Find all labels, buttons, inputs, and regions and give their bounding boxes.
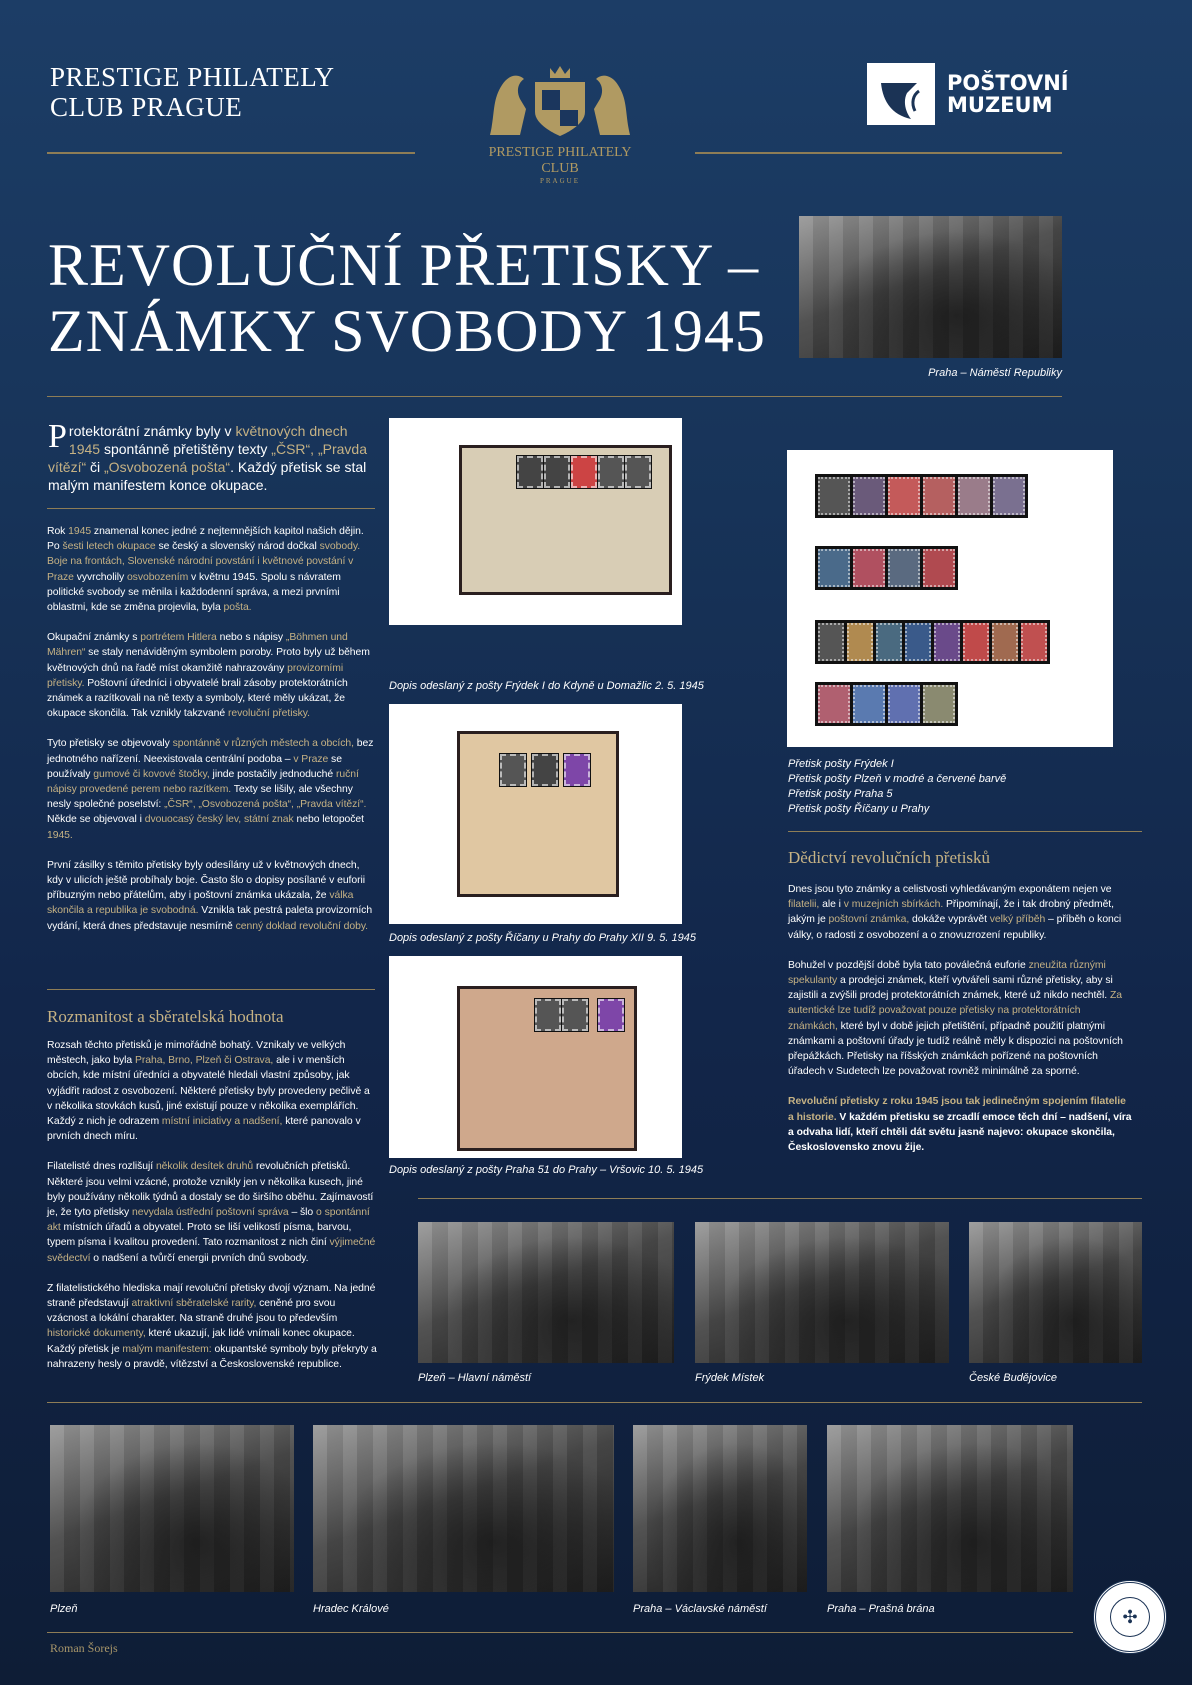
- paragraph: [47, 630, 377, 721]
- section-heading: Dědictví revolučních přetisků: [788, 848, 991, 867]
- photo-plzen: [418, 1222, 674, 1363]
- text: Dnes jsou tyto známky a celistvosti vyhledávaným exponátem nejen ve: [788, 884, 1112, 895]
- highlighted-text: osvobozením: [126, 571, 189, 583]
- stamps-captions: Přetisk pošty Frýdek I Přetisk pošty Plzeň v modré a červené barvě Přetisk pošty Praha 5 Přetisk pošty Říčany u Prahy: [788, 758, 1007, 815]
- highlighted-text: v Praze: [293, 753, 329, 765]
- stamps-board-image: [787, 450, 1113, 747]
- highlighted-text: svobody. Boje na frontách, Slovenské národní povstání i květnové povstání v Praze: [47, 541, 361, 583]
- author: Roman Šorejs: [50, 1641, 118, 1655]
- text: rotektorátní známky byly v: [68, 423, 236, 439]
- text: V každém přetisku se zrcadlí emoce těch dní – nadšení, víra a odvaha lidí, kteří chtěli dát světu jasně najevo: okupace skončila, Československo znovu žije.: [788, 1111, 1132, 1154]
- photo-vaclavske: [633, 1425, 807, 1592]
- highlighted-text: zneužita různými spekulanty: [788, 959, 1106, 987]
- highlighted-text: historické dokumenty,: [47, 1328, 146, 1340]
- highlighted-text: revoluční přetisky.: [227, 708, 310, 720]
- photo-caption: Hradec Králové: [313, 1603, 389, 1615]
- highlighted-text: o spontánní akt: [47, 1207, 370, 1234]
- paragraph: [48, 423, 367, 493]
- paragraph: [47, 858, 377, 934]
- text: nebo s nápisy: [216, 632, 286, 644]
- postal-museum-logo: POŠTOVNÍ MUZEUM: [867, 63, 1069, 125]
- text: Tyto přetisky se objevovaly: [47, 738, 173, 750]
- highlighted-text: Za autentické lze tudíž považovat pouze přetisky na protektorátních známkách,: [788, 990, 1123, 1032]
- highlighted-text: velký příběh: [989, 914, 1046, 926]
- left-body-1: [47, 524, 377, 949]
- divider: [47, 1402, 1142, 1403]
- envelope-caption: Dopis odeslaný z pošty Říčany u Prahy do Prahy XII 9. 5. 1945: [389, 932, 696, 944]
- photo-caption: Praha – Václavské náměstí: [633, 1603, 767, 1615]
- highlighted-text: filatelii,: [788, 899, 820, 911]
- right-body: [788, 882, 1133, 1170]
- paragraph: [47, 1281, 377, 1372]
- text: se český a slovenský národ dočkal: [155, 541, 320, 553]
- text: Okupační známky s: [47, 632, 141, 644]
- divider: [47, 396, 1062, 397]
- envelope-image-2: [389, 704, 682, 924]
- text: spontánně přetištěny texty: [100, 441, 272, 457]
- divider: [788, 831, 1142, 832]
- text: okupantské symboly byly překryty a nahrazeny hesly o pravdě, vítězství a Československé republice.: [47, 1343, 377, 1370]
- crest-icon: [480, 60, 640, 140]
- photo-caption: Praha – Prašná brána: [827, 1603, 935, 1615]
- highlighted-text: poštovní známka,: [828, 914, 910, 926]
- photo-caption: Plzeň: [50, 1603, 78, 1615]
- divider: [47, 508, 375, 509]
- text: Rok: [47, 526, 69, 537]
- text: které panovalo v prvních dnech míru.: [47, 1116, 361, 1143]
- paragraph: [47, 1038, 377, 1144]
- envelope-image-1: [389, 418, 682, 625]
- text: nebo letopočet: [293, 814, 364, 826]
- divider: [695, 152, 1062, 154]
- text: Z filatelistického hlediska mají revoluční přetisky dvojí význam. Na jedné straně představují: [47, 1282, 376, 1310]
- text: které ukazují, jak lidé vnímali konec okupace. Každý přetisk je: [47, 1328, 355, 1355]
- highlighted-text: Revoluční přetisky z roku 1945 jsou tak jedinečným spojením filatelie a historie.: [788, 1096, 1126, 1123]
- paragraph: [788, 958, 1133, 1080]
- text: a prodejci známek, kteří vytvářeli sami různé přetisky, aby si zajistili a zvýšili prodej protektorátních známek, které už nikdo nechtěl.: [788, 975, 1113, 1002]
- highlighted-text: pošta.: [223, 602, 252, 614]
- text: bez jednotného nařízení. Neexistovala centrální podoba –: [47, 738, 374, 765]
- highlighted-text: v muzejních sbírkách.: [843, 899, 944, 911]
- photo-budejovice: [969, 1222, 1142, 1363]
- highlighted-text: spontánně v různých městech a obcích,: [172, 738, 354, 750]
- text: se používaly: [47, 753, 342, 780]
- photo-plzen-2: [50, 1425, 294, 1592]
- museum-logo-icon: [867, 63, 935, 125]
- text: místních úřadů a obyvatel. Proto se liší velikostí písma, barvou, typem písma i kvalitou provedení. Tato rozmanitost z nich činí: [47, 1222, 352, 1249]
- highlighted-text: dvouocasý český lev, státní znak: [144, 814, 294, 826]
- club-seal-icon: ✣: [1093, 1580, 1167, 1654]
- club-name: PRESTIGE PHILATELY CLUB PRAGUE: [50, 62, 335, 122]
- highlighted-text: portrétem Hitlera: [140, 632, 217, 644]
- text: v květnu 1945. Spolu s návratem politické svobody se měnila i každodenní správa, a mezi prvními oblastmi, kde se změna projevila, byla: [47, 571, 341, 614]
- highlighted-text: cenný doklad revoluční doby.: [235, 920, 369, 932]
- text: – šlo: [288, 1207, 316, 1219]
- highlighted-text: „Böhmen und Mähren“: [47, 632, 348, 659]
- club-crest-logo: PRESTIGE PHILATELY CLUB PRAGUE: [470, 60, 650, 170]
- photo-caption: Plzeň – Hlavní náměstí: [418, 1372, 532, 1384]
- text: revolučních přetisků. Některé jsou velmi vzácné, protože vznikly jen v několika kusech, jiné byly používány několik týdnů a dostaly se do širšího oběhu. Zajímavostí je, že tyto přetisky: [47, 1161, 374, 1219]
- photo-caption: České Budějovice: [969, 1372, 1058, 1384]
- highlighted-text: válka skončila a republika je svobodná.: [47, 890, 354, 917]
- paragraph: [788, 1094, 1133, 1155]
- text: ale i v menších obcích, kde místní úředníci a obyvatelé hledali vlastní způsoby, jak vyjádřit radost z osvobození. Některé přetisky byly provedeny pečlivě a v několika stovkách kusů, jiné existují pouze v několika exemplářích. Každý z nich je odrazem: [47, 1055, 370, 1128]
- text: jinde postačily jednoduché: [209, 768, 336, 780]
- text: ale i: [819, 899, 844, 911]
- paragraph: [47, 1159, 377, 1265]
- text: či: [86, 459, 105, 475]
- text: se staly nenáviděným symbolem poroby. Proto byly už během květnových dnů na řadě míst okamžitě nahrazovány: [47, 647, 370, 674]
- text: Připomínají, že i tak drobný předmět, jakým je: [788, 899, 1114, 926]
- highlighted-text: atraktivní sběratelské rarity,: [131, 1298, 257, 1310]
- highlighted-text: výjimečné svědectví: [47, 1237, 376, 1264]
- divider: [47, 152, 415, 154]
- envelope-caption: Dopis odeslaný z pošty Praha 51 do Prahy – Vršovic 10. 5. 1945: [389, 1164, 704, 1176]
- text: . Každý přetisk se stal malým manifestem konce okupace.: [48, 459, 367, 493]
- divider: [418, 1198, 1142, 1199]
- highlighted-text: „ČSR“, „Pravda vítězí“: [48, 441, 367, 475]
- highlighted-text: několik desítek druhů: [155, 1161, 254, 1173]
- highlighted-text: 1945: [68, 526, 92, 537]
- highlighted-text: Praha, Brno, Plzeň či Ostrava,: [135, 1055, 274, 1067]
- photo-hradec: [313, 1425, 614, 1592]
- text: Texty se lišily, ale všechny nesly společné poselství:: [47, 784, 353, 811]
- highlighted-text: malým manifestem:: [122, 1343, 212, 1355]
- paragraph: [47, 736, 377, 842]
- intro-text: Protektorátní známky byly v květnových dnech 1945 spontánně přetištěny texty „ČSR“, „Pravda vítězí“ či „Osvobozená pošta“. Každý přetisk se stal malým manifestem konce okupace.: [48, 418, 367, 493]
- paragraph: [788, 882, 1133, 943]
- text: dokáže vyprávět: [909, 914, 990, 926]
- text: První zásilky s těmito přetisky byly odesílány už v květnových dnech, kdy v ulicích ještě probíhaly boje. Často šlo o dopisy posílané v euforii příbuzným nebo přátelům, aby i poštovní známka ukázala, že: [47, 859, 366, 902]
- hero-photo: [799, 216, 1062, 358]
- text: vyvrcholily: [73, 571, 127, 583]
- text: které byl v době jejich přetištění, případně použití platnými známkami a poštovní úřady je tudíž reálně měly k dispozici na poštovních přepážkách. Přetisky na říšských známkách pořízené na poštovních úřadech v Sudetech lze považovat rovněž minimálně za sporné.: [788, 1020, 1123, 1078]
- divider: [47, 1632, 1073, 1633]
- text: Vznikla tak pestrá paleta provizorních vydání, která dnes představuje nesmírně: [47, 905, 373, 932]
- envelope-caption: Dopis odeslaný z pošty Frýdek I do Kdyně u Domažlic 2. 5. 1945: [389, 680, 704, 692]
- text: Poštovní úředníci i obyvatelé brali zásoby protektorátních známek a razítkovali na ně texty a symboly, které měly ukázat, že okupace skončila. Tak vznikly takzvané: [47, 677, 348, 720]
- hero-caption: Praha – Náměstí Republiky: [928, 367, 1062, 379]
- text: Někde se objevoval i: [47, 814, 145, 826]
- section-heading: Rozmanitost a sběratelská hodnota: [47, 1007, 284, 1026]
- text: o nadšení a tvůrčí energii prvních dnů svobody.: [90, 1252, 309, 1264]
- left-body-2: [47, 1038, 377, 1387]
- text: Rozsah těchto přetisků je mimořádně bohatý. Vznikaly ve velkých městech, jako byla: [47, 1040, 346, 1067]
- highlighted-text: „ČSR“, „Osvobozená pošta“, „Pravda vítězí“.: [164, 799, 367, 811]
- highlighted-text: šesti letech okupace: [62, 541, 156, 553]
- text: ceněné pro svou vzácnost a lokální charakter. Na straně druhé jsou to především: [47, 1298, 338, 1325]
- photo-frydek: [695, 1222, 949, 1363]
- text: Filatelisté dnes rozlišují: [47, 1161, 156, 1173]
- highlighted-text: provizorními přetisky.: [47, 662, 344, 689]
- highlighted-text: 1945.: [47, 829, 73, 841]
- paragraph: [47, 524, 377, 615]
- text: – příběh o konci války, o radosti z osvobození a o znovuzrození republiky.: [788, 914, 1122, 941]
- highlighted-text: nevydala ústřední poštovní správa: [132, 1207, 289, 1219]
- divider: [47, 989, 375, 990]
- highlighted-text: gumové či kovové štočky,: [93, 768, 210, 780]
- text: Bohužel v pozdější době byla tato poválečná euforie: [788, 959, 1029, 971]
- highlighted-text: „Osvobozená pošta“: [104, 459, 231, 475]
- page-title: REVOLUČNÍ PŘETISKY – ZNÁMKY SVOBODY 1945: [48, 232, 766, 364]
- highlighted-text: květnových dnech 1945: [68, 423, 348, 457]
- highlighted-text: místní iniciativy a nadšení,: [161, 1116, 283, 1128]
- text: znamenal konec jedné z nejtemnějších kapitol našich dějin. Po: [47, 526, 364, 553]
- envelope-image-3: [389, 956, 682, 1158]
- photo-prasna-brana: [827, 1425, 1073, 1592]
- photo-caption: Frýdek Místek: [695, 1372, 765, 1384]
- highlighted-text: ruční nápisy provedené perem nebo razítkem.: [47, 768, 359, 796]
